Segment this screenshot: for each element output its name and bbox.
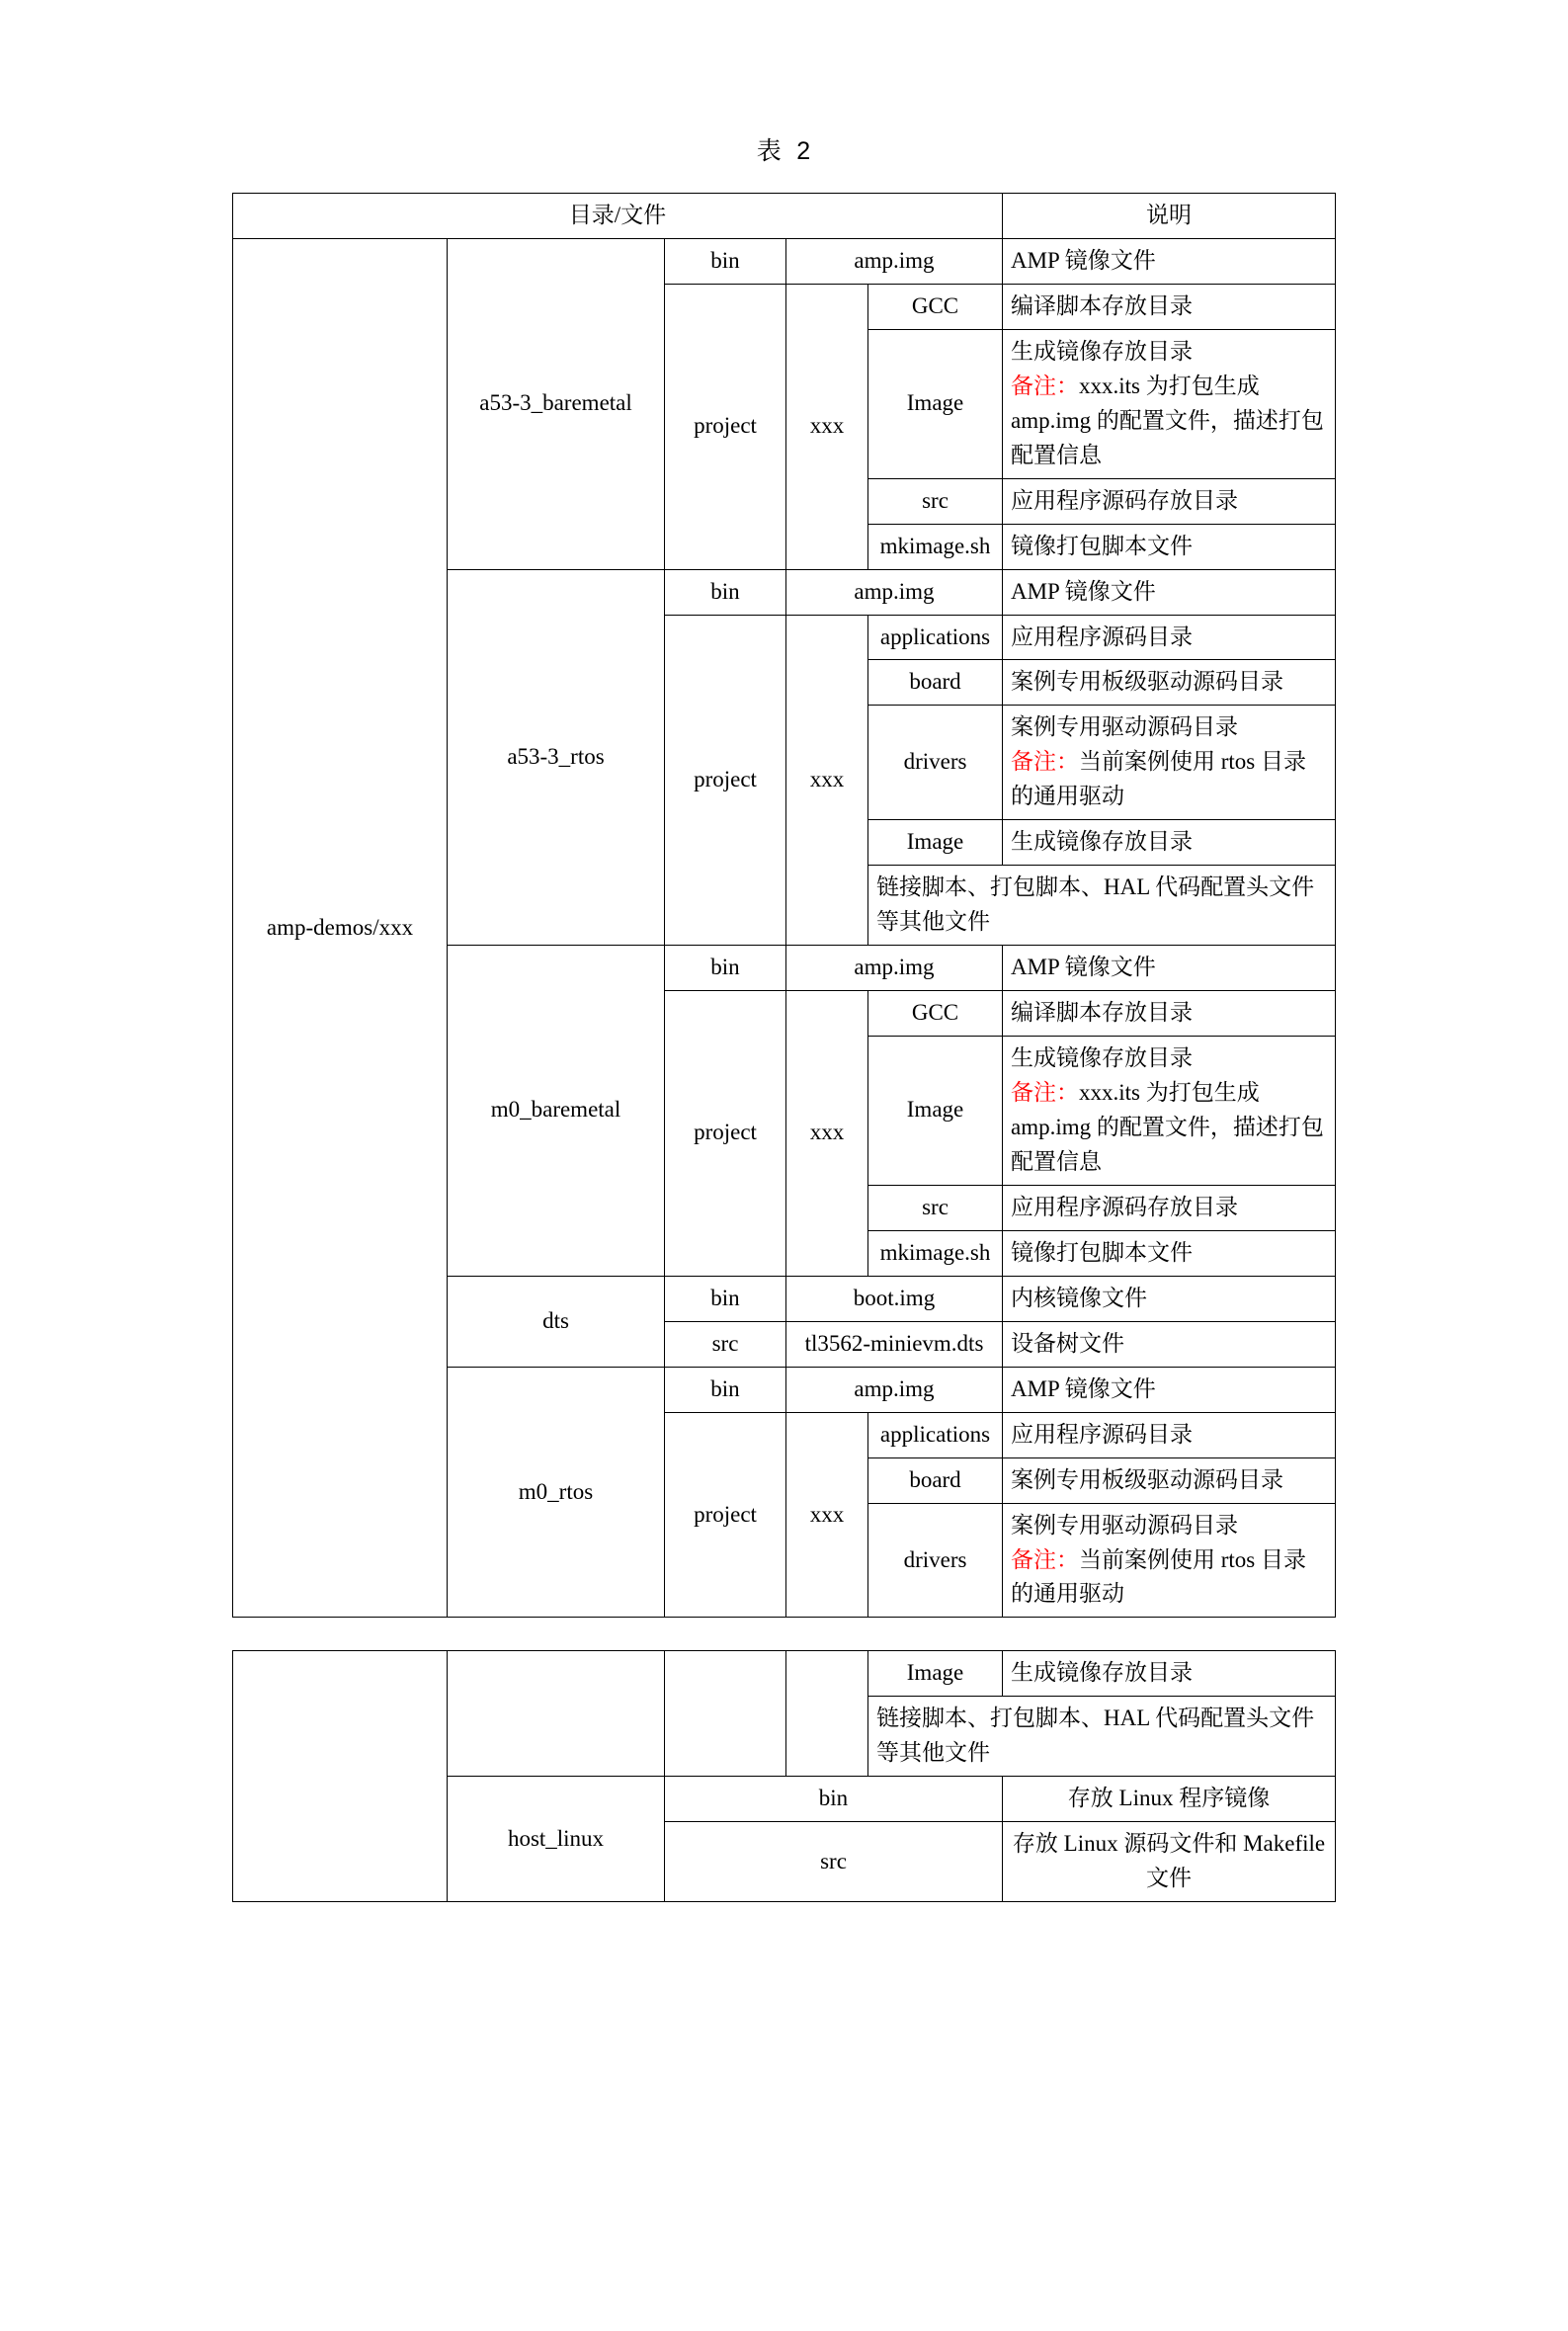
cell-desc-image-with-note (1003, 1037, 1336, 1186)
cell-image: Image (868, 1037, 1003, 1186)
cell-src: src (665, 1822, 1003, 1902)
directory-structure-table-continued (232, 1650, 1336, 1902)
cell-image: Image (868, 820, 1003, 866)
cell-board: board (868, 1457, 1003, 1503)
cell-gcc: GCC (868, 991, 1003, 1037)
cell-desc-other-files: 链接脚本、打包脚本、HAL 代码配置头文件等其他文件 (868, 1697, 1336, 1777)
cell-src: src (868, 478, 1003, 524)
table-caption (0, 0, 1568, 193)
cell-desc-amp-image-file: AMP 镜像文件 (1003, 238, 1336, 284)
note-body: xxx.its 为打包生成 amp.img 的配置文件，描述打包配置信息 (1011, 1080, 1324, 1174)
cell-applications: applications (868, 1412, 1003, 1457)
table-page-break-gap (0, 1618, 1568, 1650)
cell-project: project (665, 615, 786, 946)
cell-project: project (665, 1412, 786, 1618)
cell-image: Image (868, 1651, 1003, 1697)
note-label: 备注： (1011, 1080, 1079, 1106)
cell-desc-board-drv-src-dir: 案例专用板级驱动源码目录 (1003, 660, 1336, 706)
directory-structure-table (232, 193, 1336, 1618)
desc-line-gen-image-dir: 生成镜像存放目录 (1011, 338, 1193, 364)
cell-xxx: xxx (786, 991, 868, 1277)
cell-gcc: GCC (868, 284, 1003, 329)
note-body: xxx.its 为打包生成 amp.img 的配置文件，描述打包配置信息 (1011, 373, 1324, 467)
cell-drivers: drivers (868, 706, 1003, 820)
cell-amp-img: amp.img (786, 569, 1003, 615)
cell-desc-host-bin: 存放 Linux 程序镜像 (1003, 1777, 1336, 1822)
cell-project-continued (665, 1651, 786, 1777)
header-dir-file: 目录/文件 (233, 194, 1003, 239)
cell-host-linux: host_linux (448, 1777, 665, 1902)
cell-board: board (868, 660, 1003, 706)
cell-desc-drivers-with-note (1003, 1503, 1336, 1618)
cell-desc-image-pack-script: 镜像打包脚本文件 (1003, 524, 1336, 569)
cell-desc-build-script-dir: 编译脚本存放目录 (1003, 284, 1336, 329)
cell-project: project (665, 284, 786, 569)
cell-image: Image (868, 329, 1003, 478)
cell-applications: applications (868, 615, 1003, 660)
cell-root-amp-demos: amp-demos/xxx (233, 238, 448, 1617)
cell-desc-app-src-dir: 应用程序源码目录 (1003, 615, 1336, 660)
cell-desc-image-with-note (1003, 329, 1336, 478)
cell-boot-img: boot.img (786, 1276, 1003, 1321)
cell-desc-device-tree-file: 设备树文件 (1003, 1321, 1336, 1367)
cell-desc-gen-image-dir: 生成镜像存放目录 (1003, 820, 1336, 866)
table-row (233, 238, 1336, 284)
cell-desc-board-drv-src-dir: 案例专用板级驱动源码目录 (1003, 1457, 1336, 1503)
cell-a53-3-rtos: a53-3_rtos (448, 569, 665, 946)
cell-xxx: xxx (786, 615, 868, 946)
cell-bin: bin (665, 946, 786, 991)
desc-line-gen-image-dir: 生成镜像存放目录 (1011, 1045, 1193, 1071)
cell-desc-amp-image-file: AMP 镜像文件 (1003, 569, 1336, 615)
cell-dts: dts (448, 1276, 665, 1367)
table-row (233, 1651, 1336, 1697)
cell-amp-img: amp.img (786, 1367, 1003, 1412)
desc-line-case-drv-src-dir: 案例专用驱动源码目录 (1011, 714, 1238, 740)
cell-m0-baremetal: m0_baremetal (448, 946, 665, 1277)
cell-drivers: drivers (868, 1503, 1003, 1618)
caption-number: 2 (796, 137, 812, 165)
cell-xxx: xxx (786, 284, 868, 569)
cell-desc-host-src: 存放 Linux 源码文件和 Makefile 文件 (1003, 1822, 1336, 1902)
cell-m0-rtos: m0_rtos (448, 1367, 665, 1618)
cell-m0-rtos-continued (448, 1651, 665, 1777)
note-body: 当前案例使用 rtos 目录的通用驱动 (1011, 1546, 1306, 1607)
cell-desc-app-src-store-dir: 应用程序源码存放目录 (1003, 1185, 1336, 1230)
note-label: 备注： (1011, 373, 1079, 398)
cell-bin: bin (665, 1777, 1003, 1822)
cell-desc-drivers-with-note (1003, 706, 1336, 820)
cell-desc-app-src-dir: 应用程序源码目录 (1003, 1412, 1336, 1457)
cell-desc-kernel-image-file: 内核镜像文件 (1003, 1276, 1336, 1321)
cell-a53-3-baremetal: a53-3_baremetal (448, 238, 665, 569)
cell-src: src (665, 1321, 786, 1367)
cell-bin: bin (665, 1367, 786, 1412)
cell-amp-img: amp.img (786, 238, 1003, 284)
header-description: 说明 (1003, 194, 1336, 239)
note-label: 备注： (1011, 749, 1079, 775)
cell-amp-img: amp.img (786, 946, 1003, 991)
cell-desc-build-script-dir: 编译脚本存放目录 (1003, 991, 1336, 1037)
cell-desc-amp-image-file: AMP 镜像文件 (1003, 946, 1336, 991)
cell-bin: bin (665, 569, 786, 615)
cell-desc-app-src-store-dir: 应用程序源码存放目录 (1003, 478, 1336, 524)
cell-root-continued (233, 1651, 448, 1902)
cell-xxx-continued (786, 1651, 868, 1777)
note-body: 当前案例使用 rtos 目录的通用驱动 (1011, 749, 1306, 809)
cell-mkimage-sh: mkimage.sh (868, 524, 1003, 569)
caption-prefix: 表 (756, 138, 783, 165)
note-label: 备注： (1011, 1546, 1079, 1572)
cell-bin: bin (665, 1276, 786, 1321)
cell-src: src (868, 1185, 1003, 1230)
table-header-row (233, 194, 1336, 239)
cell-desc-gen-image-dir: 生成镜像存放目录 (1003, 1651, 1336, 1697)
desc-line-case-drv-src-dir: 案例专用驱动源码目录 (1011, 1512, 1238, 1538)
cell-desc-amp-image-file: AMP 镜像文件 (1003, 1367, 1336, 1412)
cell-dts-file: tl3562-minievm.dts (786, 1321, 1003, 1367)
cell-desc-image-pack-script: 镜像打包脚本文件 (1003, 1230, 1336, 1276)
cell-project: project (665, 991, 786, 1277)
cell-mkimage-sh: mkimage.sh (868, 1230, 1003, 1276)
cell-desc-other-files: 链接脚本、打包脚本、HAL 代码配置头文件等其他文件 (868, 866, 1336, 946)
cell-bin: bin (665, 238, 786, 284)
cell-xxx: xxx (786, 1412, 868, 1618)
